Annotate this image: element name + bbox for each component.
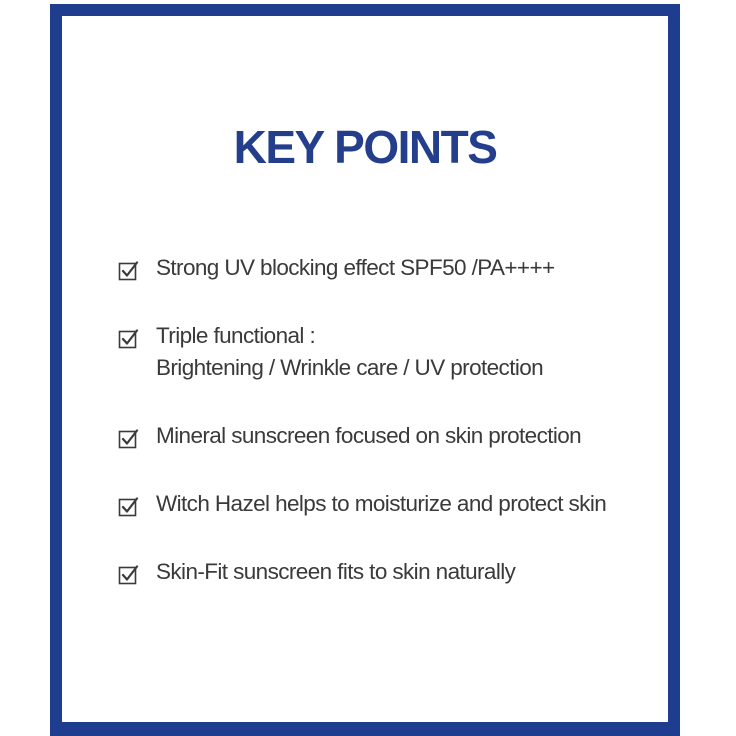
point-text: Witch Hazel helps to moisturize and protect skin [156, 491, 607, 516]
list-item [118, 488, 606, 520]
checkbox-checked-icon [118, 496, 140, 518]
checkbox-checked-icon [118, 428, 140, 450]
list-item [118, 320, 606, 384]
page-title: KEY POINTS [233, 121, 497, 173]
point-text: Mineral sunscreen focused on skin protection [156, 423, 582, 448]
key-points-list [118, 252, 606, 624]
checkbox-checked-icon [118, 328, 140, 350]
point-text: Brightening / Wrinkle care / UV protection [156, 355, 544, 380]
point-text: Strong UV blocking effect SPF50 /PA++++ [156, 255, 555, 280]
checkbox-checked-icon [118, 260, 140, 282]
point-text: Triple functional : [156, 323, 316, 348]
list-item [118, 420, 606, 452]
point-text: Skin-Fit sunscreen fits to skin naturally [156, 559, 516, 584]
checkbox-checked-icon [118, 564, 140, 586]
list-item [118, 556, 606, 588]
list-item [118, 252, 606, 284]
key-points-card [50, 4, 680, 736]
